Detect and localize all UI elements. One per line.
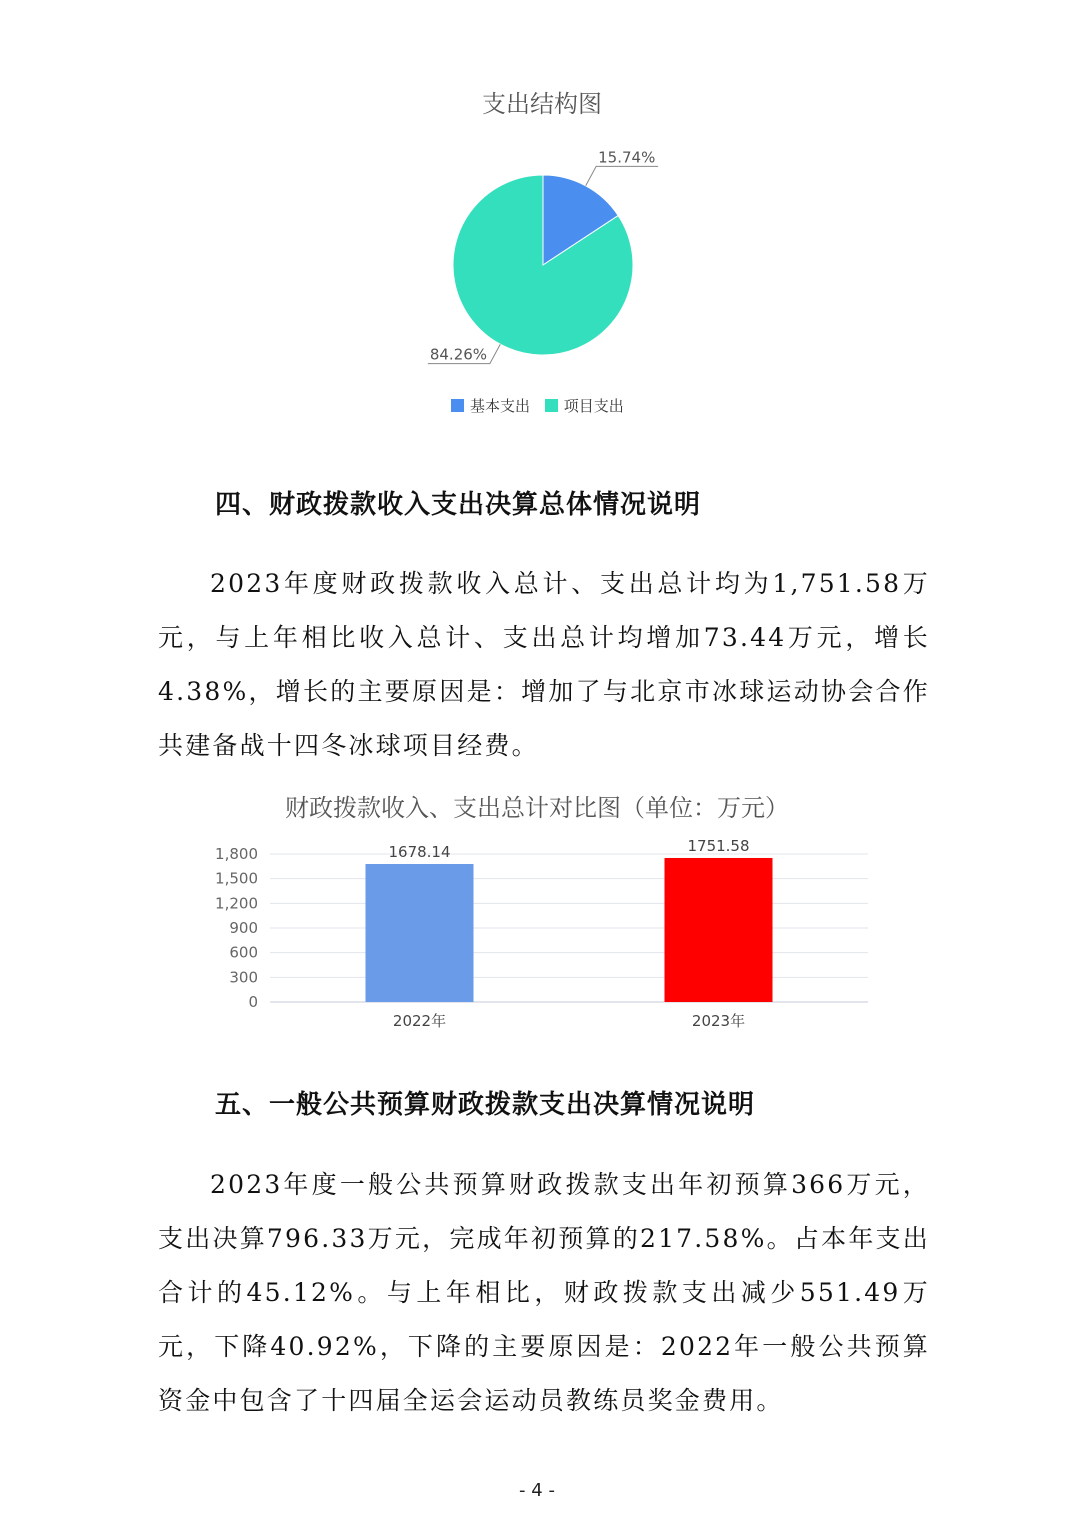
bar-chart-title: 财政拨款收入、支出总计对比图（单位：万元） xyxy=(285,794,789,822)
legend-item-basic: 基本支出 xyxy=(451,397,535,415)
x-tick-label-1: 2023年 xyxy=(691,1012,746,1030)
pie-leader-line-0 xyxy=(586,166,658,185)
pie-legend xyxy=(451,395,624,416)
legend-item-project: 项目支出 xyxy=(545,397,624,415)
section4-paragraph: 2023年度财政拨款收入总计、支出总计均为1,751.58万元，与上年相比收入总计、支出总计均增加73.44万元，增长4.38%，增长的主要原因是：增加了与北京市冰球运动协会合作共建备战十四冬冰球项目经费。 xyxy=(158,569,930,760)
y-tick-label: 1,200 xyxy=(215,894,258,913)
y-tick-label: 600 xyxy=(229,943,258,962)
section5-paragraph: 2023年度一般公共预算财政拨款支出年初预算366万元，支出决算796.33万元，完成年初预算的217.58%。占本年支出合计的45.12%。与上年相比，财政拨款支出减少551.49万元，下降40.92%，下降的主要原因是：2022年一般公共预算资金中包含了十四届全运会运动员教练员奖金费用。 xyxy=(158,1170,930,1415)
section5-heading: 五、一般公共预算财政拨款支出决算情况说明 xyxy=(215,1090,756,1120)
pie-chart xyxy=(400,140,700,380)
page-number: - 4 - xyxy=(519,1480,555,1501)
y-tick-label: 0 xyxy=(248,993,258,1011)
pie-value-label-0: 15.74% xyxy=(598,148,656,167)
y-tick-label: 1,800 xyxy=(215,845,258,863)
bar-1 xyxy=(665,858,773,1002)
legend-swatch-basic xyxy=(451,399,464,412)
bar-0 xyxy=(366,864,474,1002)
y-tick-label: 900 xyxy=(229,919,258,937)
pie-chart-title: 支出结构图 xyxy=(482,90,602,118)
x-tick-label-0: 2022年 xyxy=(392,1012,447,1030)
bar-value-label-0: 1678.14 xyxy=(388,843,451,862)
bar-chart xyxy=(190,828,890,1043)
pie-value-label-1: 84.26% xyxy=(429,345,488,364)
y-tick-label: 300 xyxy=(229,968,258,987)
y-tick-label: 1,500 xyxy=(215,869,258,888)
legend-swatch-project xyxy=(545,399,558,412)
section4-heading: 四、财政拨款收入支出决算总体情况说明 xyxy=(215,490,702,520)
bar-value-label-1: 1751.58 xyxy=(687,836,750,855)
